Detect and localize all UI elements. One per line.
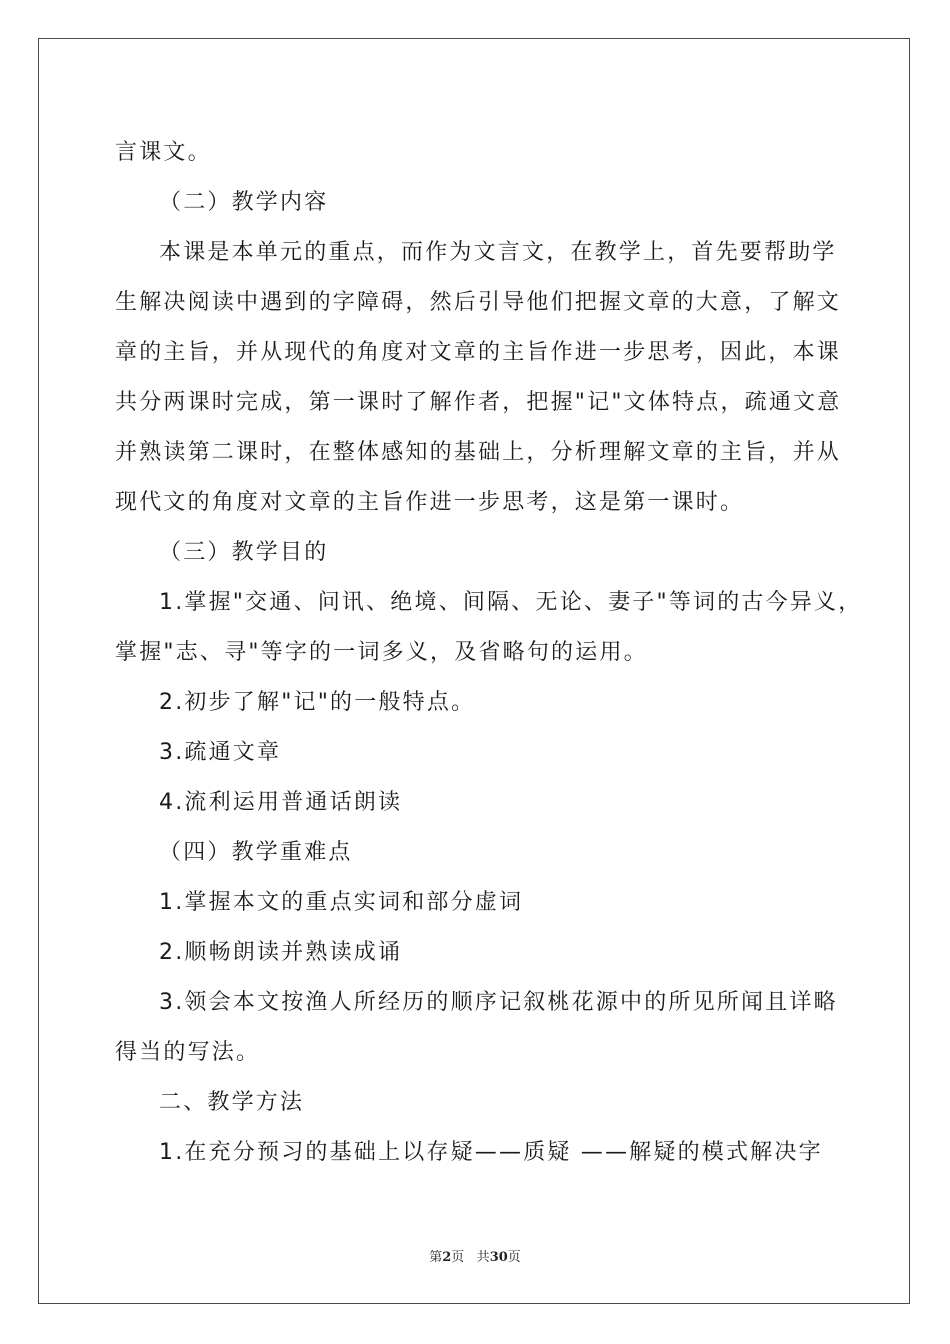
- list-item: 3.领会本文按渔人所经历的顺序记叙桃花源中的所见所闻且详略: [159, 990, 838, 1015]
- section-heading: （四）教学重难点: [159, 840, 353, 865]
- text-line: 本课是本单元的重点，而作为文言文，在教学上，首先要帮助学: [159, 240, 837, 265]
- text-line: 掌握"志、寻"等字的一词多义，及省略句的运用。: [115, 640, 648, 665]
- page-prefix: 第: [429, 1250, 443, 1265]
- text-line: 生解决阅读中遇到的字障碍，然后引导他们把握文章的大意，了解文: [115, 290, 842, 315]
- text-line: 章的主旨，并从现代的角度对文章的主旨作进一步思考，因此，本课: [115, 340, 842, 365]
- list-item: 1.掌握本文的重点实词和部分虚词: [159, 890, 524, 915]
- list-item: 1.掌握"交通、问讯、绝境、间隔、无论、妻子"等词的古今异义，: [159, 590, 863, 615]
- total-pages: 30: [489, 1250, 508, 1265]
- section-heading: 二、教学方法: [159, 1090, 305, 1115]
- text-line: 言课文。: [115, 140, 212, 165]
- total-suffix: 页: [507, 1250, 521, 1265]
- page-suffix: 页: [451, 1250, 465, 1265]
- list-item: 1.在充分预习的基础上以存疑——质疑 ——解疑的模式解决字: [159, 1140, 823, 1165]
- text-line: 现代文的角度对文章的主旨作进一步思考，这是第一课时。: [115, 490, 745, 515]
- list-item: 4.流利运用普通话朗读: [159, 790, 403, 815]
- list-item: 2.顺畅朗读并熟读成诵: [159, 940, 403, 965]
- section-heading: （二）教学内容: [159, 190, 329, 215]
- text-line: 共分两课时完成，第一课时了解作者，把握"记"文体特点，疏通文意: [115, 390, 842, 415]
- page-footer: [0, 1246, 950, 1265]
- text-line: 得当的写法。: [115, 1040, 261, 1065]
- page-number: 2: [442, 1250, 452, 1265]
- document-body: [115, 128, 863, 1178]
- list-item: 3.疏通文章: [159, 740, 282, 765]
- list-item: 2.初步了解"记"的一般特点。: [159, 690, 476, 715]
- section-heading: （三）教学目的: [159, 540, 329, 565]
- text-line: 并熟读第二课时，在整体感知的基础上，分析理解文章的主旨，并从: [115, 440, 842, 465]
- total-prefix: 共: [476, 1250, 490, 1265]
